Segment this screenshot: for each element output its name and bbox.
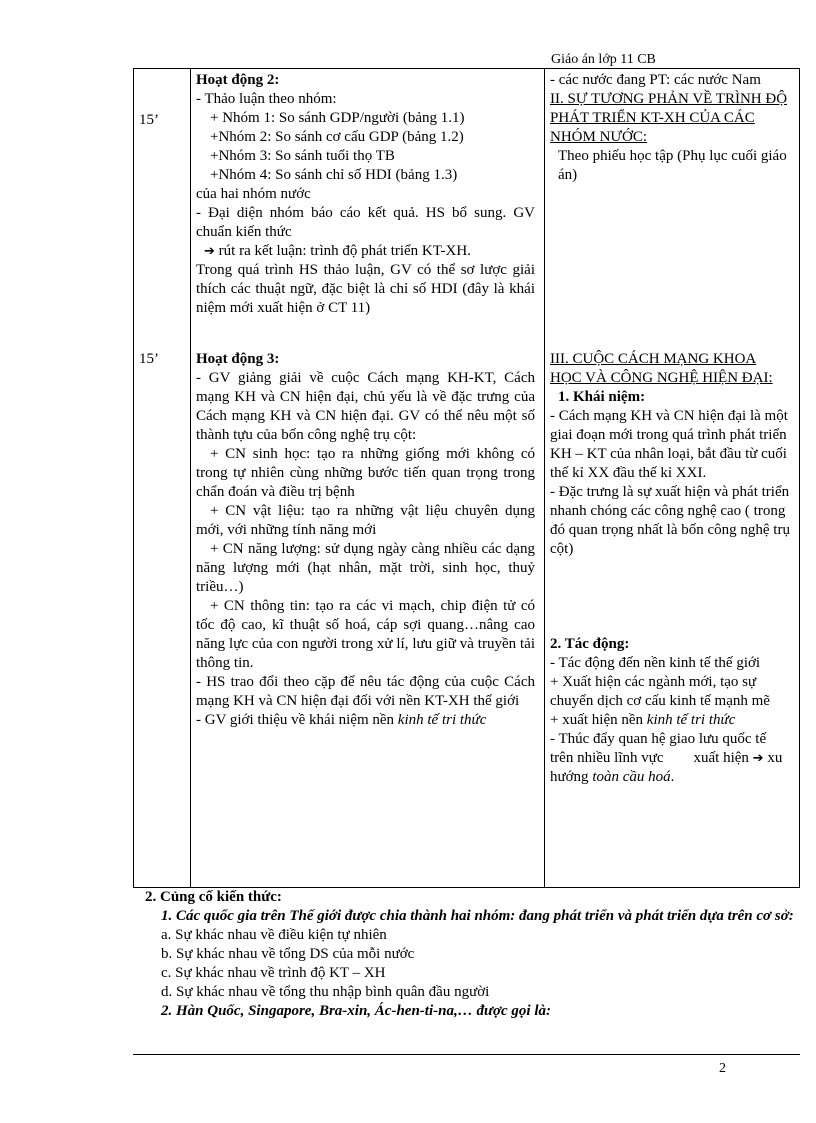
arrow-right-icon: ➔ — [204, 244, 215, 259]
knowledge-economy-term: kinh tế tri thức — [397, 712, 487, 728]
row2-note: + Xuất hiện các ngành mới, tạo sự chuyển dịch cơ cấu kinh tế mạnh mẽ — [550, 674, 770, 709]
table-border-left — [133, 68, 134, 888]
row1-line: của hai nhóm nước — [196, 186, 311, 202]
row2-title: Hoạt động 3: — [196, 351, 280, 367]
consolidation-section — [133, 888, 800, 1021]
row1-activity — [196, 71, 535, 318]
arrow-right-icon: ➔ — [752, 751, 764, 766]
row1-line: Trong quá trình HS thảo luận, GV có thể sơ lược giải thích các thuật ngữ, đặc biệt là chỉ số HDI (đây là khái niệm mới xuất hiện ở CT 11) — [196, 262, 535, 316]
answer-option: d. Sự khác nhau về tổng thu nhập bình quân đầu người — [161, 984, 490, 1000]
table-divider-1 — [190, 68, 191, 888]
row2-note: - Tác động đến nền kinh tế thế giới — [550, 655, 761, 671]
row1-line: +Nhóm 4: So sánh chỉ số HDI (bảng 1.3) — [210, 167, 458, 183]
row2-subheading: 1. Khái niệm: — [558, 389, 646, 405]
table-divider-2 — [544, 68, 545, 888]
consolidation-heading: 2. Củng cố kiến thức: — [145, 889, 282, 905]
question-1: 1. Các quốc gia trên Thế giới được chia thành hai nhóm: đang phát triển và phát triển dựa trên cơ sở: — [161, 908, 794, 924]
row1-title: Hoạt động 2: — [196, 72, 280, 88]
row1-note: - các nước đang PT: các nước Nam — [550, 72, 761, 88]
row1-conclusion: ➔ rút ra kết luận: trình độ phát triển KT-XH. — [204, 243, 471, 259]
row2-para: + CN thông tin: tạo ra các vi mạch, chip điện tử có tốc độ cao, kĩ thuật số hoá, cáp sợi quang…nâng cao năng lực của con người trong xử lí, lưu giữ và truyền tải thông tin. — [196, 598, 535, 671]
question-2: 2. Hàn Quốc, Singapore, Bra-xin, Ác-hen-ti-na,… được gọi là: — [161, 1003, 551, 1019]
row2-note: - Đặc trưng là sự xuất hiện và phát triển nhanh chóng các công nghệ cao ( trong đó quan trọng nhất là bốn công nghệ trụ cột) — [550, 484, 790, 557]
row1-time: 15’ — [139, 112, 159, 128]
row2-para: - GV giảng giải về cuộc Cách mạng KH-KT, Cách mạng KH và CN hiện đại, chủ yếu là về đặc trưng của Cách mạng KH và CN hiện đại. GV có thể nêu một số thành tựu của bốn công nghệ trụ cột: — [196, 370, 535, 443]
row2-para: - GV giới thiệu về khái niệm nền kinh tế tri thức — [196, 712, 487, 728]
answer-option: b. Sự khác nhau về tổng DS của mỗi nước — [161, 946, 415, 962]
row2-note: - Thúc đẩy quan hệ giao lưu quốc tế trên nhiều lĩnh vực xuất hiện ➔ xu hướng toàn cầu hoá. — [550, 731, 787, 785]
row1-heading: II. SỰ TƯƠNG PHẢN VỀ TRÌNH ĐỘ PHÁT TRIỂN KT-XH CỦA CÁC NHÓM NƯỚC: — [550, 91, 788, 145]
page-number: 2 — [719, 1061, 726, 1076]
row2-heading: III. CUỘC CÁCH MẠNG KHOA HỌC VÀ CÔNG NGHỆ HIỆN ĐẠI: — [550, 351, 773, 386]
row2-notes — [550, 350, 790, 787]
row1-line: - Đại diện nhóm báo cáo kết quả. HS bổ sung. GV chuẩn kiến thức — [196, 205, 535, 240]
row2-activity — [196, 350, 535, 730]
footer-rule — [133, 1054, 800, 1055]
answer-option: c. Sự khác nhau về trình độ KT – XH — [161, 965, 386, 981]
row2-note: + xuất hiện nền kinh tế tri thức — [550, 712, 736, 728]
page-header: Giáo án lớp 11 CB — [551, 52, 656, 67]
knowledge-economy-term: kinh tế tri thức — [646, 712, 736, 728]
answer-option: a. Sự khác nhau về điều kiện tự nhiên — [161, 927, 387, 943]
row1-line: +Nhóm 2: So sánh cơ cấu GDP (bảng 1.2) — [210, 129, 464, 145]
row1-line: + Nhóm 1: So sánh GDP/người (bảng 1.1) — [210, 110, 465, 126]
row2-time: 15’ — [139, 351, 159, 367]
row2-para: + CN vật liệu: tạo ra những vật liệu chuyên dụng mới, với những tính năng mới — [196, 503, 535, 538]
row1-note: Theo phiếu học tập (Phụ lục cuối giáo án) — [558, 148, 787, 183]
row2-note: - Cách mạng KH và CN hiện đại là một giai đoạn mới trong quá trình phát triển KH – KT của nhân loại, bắt đầu từ cuối thế kỉ XX đầu thế kỉ XXI. — [550, 408, 788, 481]
row2-para: + CN sinh học: tạo ra những giống mới không có trong tự nhiên cùng những bước tiến quan trọng trong chẩn đoán và điều trị bệnh — [196, 446, 535, 500]
row1-notes — [550, 71, 790, 185]
globalization-term: toàn cầu hoá — [592, 769, 671, 785]
lesson-table — [133, 68, 800, 888]
row1-line: - Thảo luận theo nhóm: — [196, 91, 337, 107]
row2-subheading: 2. Tác động: — [550, 636, 630, 652]
row2-para: - HS trao đổi theo cặp để nêu tác động của cuộc Cách mạng KH và CN hiện đại đối với nền KT-XH thế giới — [196, 674, 535, 709]
row2-para: + CN năng lượng: sử dụng ngày càng nhiều các dạng năng lượng mới (hạt nhân, mặt trời, sinh học, thuỷ triều…) — [196, 541, 535, 595]
table-border-right — [799, 68, 800, 888]
row1-line: +Nhóm 3: So sánh tuổi thọ TB — [210, 148, 395, 164]
